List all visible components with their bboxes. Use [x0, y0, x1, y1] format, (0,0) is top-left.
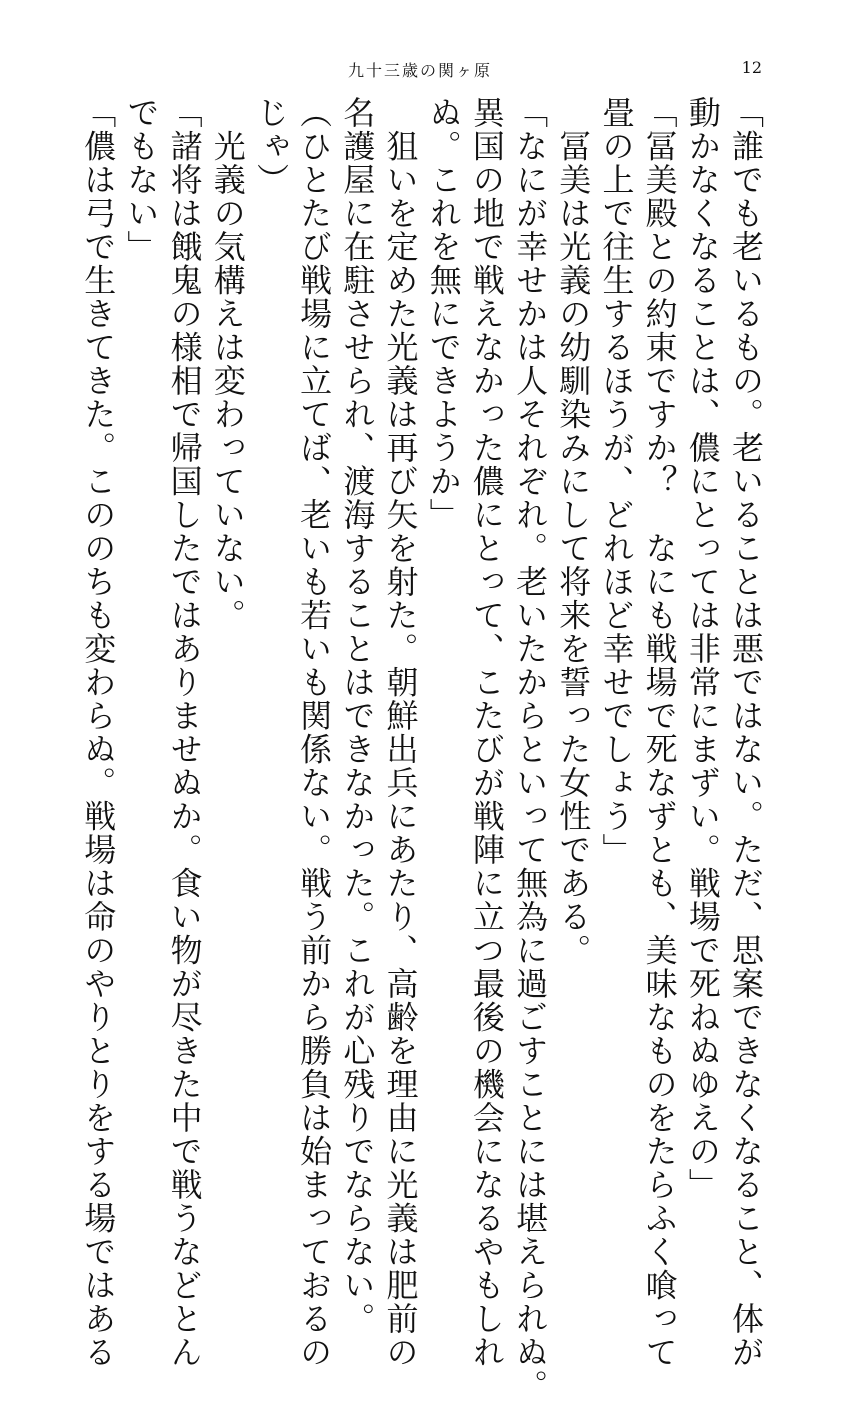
text-line: 異国の地で戦えなかった儂にとって、こたびが戦陣に立つ最後の機会になるやもしれ [467, 96, 506, 1369]
text-line: （ひとたび戦場に立てば、老いも若いも関係ない。戦う前から勝負は始まっておるの [295, 96, 334, 1369]
text-line: 名護屋に在駐させられ、渡海することはできなかった。これが心残りでならない。 [338, 96, 377, 1336]
text-line: 「誰でも老いるもの。老いることは悪ではない。ただ、思案できなくなること、体が [727, 96, 765, 1369]
text-line: ぬ。これを無にできようか」 [424, 96, 463, 532]
text-line: 「諸将は餓鬼の様相で帰国したではありませぬか。食い物が尽きた中で戦うなどとん [165, 96, 204, 1369]
text-line: 冨美は光義の幼馴染みにして将来を誓った女性である。 [554, 96, 593, 967]
text-line: でもない」 [122, 96, 161, 264]
text-line: 光義の気構えは変わっていない。 [208, 96, 247, 632]
running-head-title: 九十三歳の関ヶ原 [347, 61, 492, 80]
vertical-body-text [47, 96, 767, 1403]
text-line: 動かなくなることは、儂にとっては非常にまずい。戦場で死ねぬゆえの」 [683, 96, 722, 1202]
text-line: 畳の上で往生するほうが、どれほど幸せでしょう」 [597, 96, 636, 867]
page-number: 12 [741, 58, 762, 77]
text-line: 「冨美殿との約束ですか？ なにも戦場で死なずとも、美味なものをたらふく喰って [640, 96, 679, 1369]
text-line: 狙いを定めた光義は再び矢を射た。朝鮮出兵にあたり、高齢を理由に光義は肥前の [381, 96, 420, 1369]
text-line: 「儂は弓で生きてきた。こののちも変わらぬ。戦場は命のやりとりをする場ではある [79, 96, 118, 1369]
text-line: じゃ） [251, 96, 290, 197]
text-line: 「なにが幸せかは人それぞれ。老いたからといって無為に過ごすことには堪えられぬ。 [511, 96, 550, 1403]
